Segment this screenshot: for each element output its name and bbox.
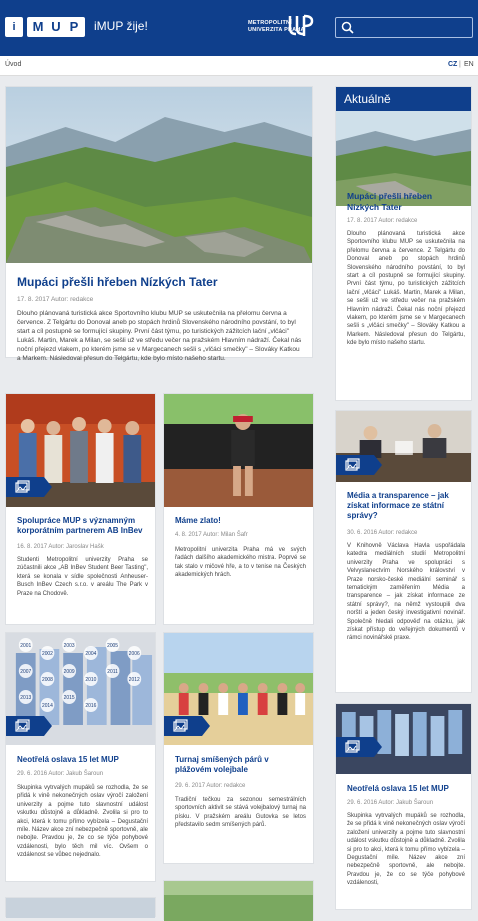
article-card-partial-right[interactable] [163,880,314,920]
language-cz[interactable]: CZ [448,61,458,68]
article-meta-turnaj: 29. 6. 2017 Autor: redakce [175,783,246,789]
year-label: 2005 [107,643,119,650]
sidebar-oslava-excerpt: Skupinka vytrvalých mupáků se rozhodla, že se přidá k vině nekonečných oslav výročí založení univerzity a pojme tuto slavnostní událost vskutku důstojně a důkladně. Zvolila si pro to akci, která k tomu přímo vybízela – Degustační míle. Název akce zní nebezpečně sportovně, ale nebojte. Pravdou je, že co se týče pohybové vzdálenosti, [347,813,465,887]
article-title-abinbev[interactable]: Spolupráce MUP s významným korporátním partnerem AB InBev [17,516,143,536]
year-label: 2010 [85,677,97,684]
gallery-badge [6,716,44,736]
article-card-turnaj[interactable] [163,632,314,864]
article-image-zlato[interactable] [164,394,313,507]
gallery-badge [164,716,202,736]
gallery-icon [15,480,30,494]
sidebar-oslava-meta: 29. 6. 2016 Autor: Jakub Šaroun [347,800,434,806]
sidebar-aktualne [335,86,472,401]
year-label: 2008 [41,677,53,684]
breadcrumb-home[interactable]: Úvod [5,61,22,68]
mountain-photo [6,87,312,263]
university-name-line1: METROPOLITNÍ [248,20,292,26]
breadcrumb-bar [0,56,478,76]
gallery-badge [336,455,374,475]
info-icon[interactable]: i [5,17,23,37]
year-label: 2012 [128,677,140,684]
gallery-badge [6,477,44,497]
year-label: 2014 [41,703,53,710]
sidebar-media-title[interactable]: Média a transparence – jak získat informace ze státní správy? [347,491,449,521]
sidebar-top-title[interactable]: Mupáci přešli hřeben Nízkých Tater [347,191,433,212]
article-card-zlato[interactable] [163,393,314,625]
gallery-icon [345,458,360,472]
sidebar-heading: Aktuálně [336,87,471,111]
featured-excerpt: Dlouho plánovaná turistická akce Sportovního klubu MUP se uskutečnila na přelomu června a července. Z Telgártu do Donoval aneb po stopách hrdinů Slovenského národního povstání, to byl start a cíl postupně se formující skupiny. První část týmu, po turistických zážitcích lační „vlčáci" Lukáš. Martin, Marek a Milan, se sešli už ve středu večer na pražském Hlavním nádraží. Čekal nás noční přejezd vlakem, po kterém jsme se v Margecanech sešli s „vlčáci smečky" – Slováky Katkou a Markem. Následoval přesun do Telgártu, kde bylo místo našeho startu. [17,310,302,363]
article-image-partial-left[interactable] [6,898,155,918]
featured-meta: 17. 8. 2017 Autor: redakce [17,296,94,303]
search-icon[interactable] [341,21,354,34]
year-label: 2011 [107,669,118,676]
site-title[interactable]: iMUP žije! [94,19,148,33]
article-title-oslava[interactable]: Neotřelá oslava 15 let MUP [17,755,119,764]
sidebar-media-excerpt: V Knihovně Václava Havla uspořádala katedra mediálních studií Metropolitní univerzity Praha ve spolupráci s Velvyslanectvím Norského království v Praze norsko-české mediální seminář s tematickým zaměřením Média a transparence – jak získat informace ze státní správy?, na němž vystoupili dva norští a jeden český investigativní novinář. Společně hledali odpověď na otázku, jak získat přístup do veřejných dokumentů v rámci novinářské praxe. [347,543,465,642]
sidebar-media-meta: 30. 6. 2016 Autor: redakce [347,530,418,536]
sidebar-media-article[interactable] [335,410,472,693]
year-label: 2003 [63,643,75,650]
logo-letter-m[interactable]: M [27,17,49,37]
article-excerpt-oslava: Skupinka vytrvalých mupáků se rozhodla, že se přidá k vině nekonečných oslav výročí založení univerzity a pojme tuto slavnostní událost vskutku důstojně a důkladně. Zvolila si pro to akci, která k tomu přímo vybízela – Degustační míle. Název akce zní nebezpečně sportovně, ale nebojte. Pravdou je, že co se týče pohybové vzdálenosti, bylo těch mil víc. Ovšem o vzdálenost se vůbec nejednalo. [17,785,148,859]
gallery-icon [173,719,188,733]
article-excerpt-zlato: Metropolitní univerzita Praha má ve svých řadách dalšího akademického mistra. Poprvé se tak stalo v mičové hře, a to v tenise na Českých akademických hrách. [175,547,306,579]
sidebar-top-meta: 17. 8. 2017 Autor: redakce [347,218,418,224]
article-meta-oslava: 29. 6. 2016 Autor: Jakub Šaroun [17,771,104,777]
logo-letter-p[interactable]: P [63,17,85,37]
logo-letter-u[interactable]: U [45,17,67,37]
tennis-photo [164,394,313,507]
language-separator: | [459,61,461,68]
article-meta-zlato: 4. 8. 2017 Autor: Milan Šafr [175,532,248,538]
article-excerpt-abinbev: Studenti Metropolitní univerzity Praha se zúčastnili akce „AB InBev Student Beer Tasting", která se konala v sídle společnosti Anheuser-Busch InBev Czech s.r.o. v areálu The Park v Praze na Chodově. [17,557,148,597]
gallery-badge [336,737,374,757]
language-en[interactable]: EN [464,61,474,68]
sidebar-oslava-title[interactable]: Neotřelá oslava 15 let MUP [347,784,449,793]
article-card-abinbev[interactable] [5,393,156,625]
year-label: 2007 [20,669,32,676]
year-label: 2013 [20,695,32,702]
article-card-oslava[interactable] [5,632,156,882]
article-title-turnaj[interactable]: Turnaj smíšených párů v plážovém volejbale [175,755,269,775]
article-excerpt-turnaj: Tradiční tečkou za sezonou semestrálních sportovních aktivit se stává volejbalový turnaj na písku. V pražském areálu Gutovka se letos představilo sedm smíšených párů. [175,797,306,829]
year-label: 2006 [128,651,140,658]
article-card-partial-left[interactable] [5,897,156,917]
year-label: 2001 [20,643,32,650]
search-input[interactable] [335,17,473,38]
featured-image[interactable] [6,87,312,263]
featured-article[interactable] [5,86,313,363]
year-label: 2004 [85,651,97,658]
gallery-icon [15,719,30,733]
year-label: 2009 [63,669,75,676]
article-title-zlato[interactable]: Máme zlato! [175,516,221,525]
featured-title[interactable]: Mupáci přešli hřeben Nízkých Tater [17,275,218,289]
gallery-icon [345,740,360,754]
article-image-partial-right[interactable] [164,881,313,921]
university-name-line2: UNIVERZITA PRAHA [248,27,305,33]
article-meta-abinbev: 16. 8. 2017 Autor: Jaroslav Hašk [17,544,104,550]
top-navbar [0,0,478,56]
sidebar-top-excerpt: Dlouho plánovaná turistická akce Sportovního klubu MUP se uskutečnila na přelomu června a července. Z Telgártu do Donoval aneb po stopách hrdinů Slovenského národního povstání, to byl start a cíl postupně se formující skupiny. První část týmu, po turistických zážitcích lační „vlčáci" Lukáš. Martin, Marek a Milan, se sešli už ve středu večer na pražském Hlavním nádraží. Čekal nás noční přejezd vlakem, po kterém jsme se v Margecanech sešli s „vlčáci smečky" – Slováky Katkou a Markem. Následoval přesun do Telgártu, kde bylo místo našeho startu. [347,231,465,347]
year-label: 2016 [85,703,97,710]
year-label: 2002 [41,651,53,658]
university-logo-icon[interactable] [288,14,314,38]
forest-photo [164,881,313,921]
year-label: 2015 [63,695,75,702]
sidebar-oslava-article[interactable] [335,703,472,910]
